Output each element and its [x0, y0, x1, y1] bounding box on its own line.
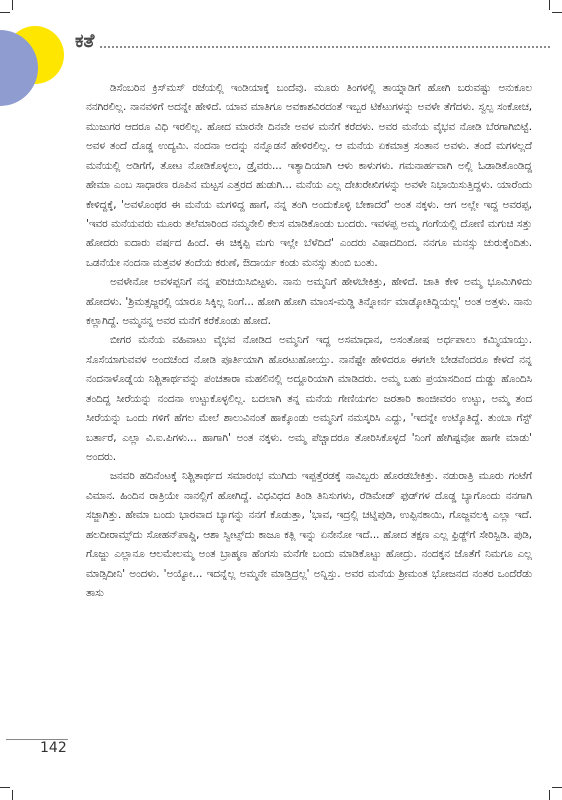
crop-mark-bottom-right-v [549, 790, 550, 800]
crop-mark-top-left-v [12, 0, 13, 10]
crop-mark-top-right-v [549, 0, 550, 10]
paragraph: ಜನವರಿ ಹದಿನೆಂಟಕ್ಕೆ ನಿಶ್ಚಿತಾರ್ಥದ ಸಮಾರಂಭ ಮುಗಿದು ಇಪ್ಪತ್ತೆರಡಕ್ಕೆ ನಾವಿಬ್ಬರು ಹೊರಡಬೇಕಿತ್ತು. ನಡುರಾತ್ರಿ ಮೂರು ಗಂಟೆಗೆ ವಿಮಾನ. ಹಿಂದಿನ ರಾತ್ರಿಯೇ ನಾನಲ್ಲಿಗೆ ಹೋಗಿದ್ದೆ. ವಿಧವಿಧದ ತಿಂಡಿ ತಿನಿಸುಗಳು, ರೆಡಿಮೇಡ್ ಫುಡ್‌ಗಳ ದೊಡ್ಡ ಬ್ಯಾಗೊಂದು ನನಗಾಗಿ ಸಜ್ಜಾಗಿತ್ತು. ಹೇಮಾ ಬಂದು ಭಾರವಾದ ಬ್ಯಾಗನ್ನು ನನಗೆ ಕೊಡುತ್ತಾ, 'ಭಾವ, ಇದ್ರಲ್ಲಿ ಚಟ್ನಿಪುಡಿ, ಉಪ್ಪಿನಕಾಯಿ, ಗೊಜ್ಜವಲಕ್ಕಿ ಎಲ್ಲಾ ಇದೆ. ಹಲದೀರಾಮ್ಸ್‌ದು ಸೋಹನ್‌ಪಾಪ್ಡಿ, ಆಶಾ ಸ್ವೀಟ್ಸ್‌ದು ಕಾಜೂ ಕತ್ಲಿ ಇನ್ನು ಏನೇನೋ ಇದೆ... ಹೋದ ತಕ್ಷಣ ಎಲ್ಲ ಫ್ರಿಡ್ಜ್‌ಗೆ ಸೇರಿಸ್ಬಿಡಿ. ಪುಡಿ, ಗೊಜ್ಜು ಎಲ್ಲಾನೂ ಆಲಮೇಲಮ್ಮ ಅಂತ ಬ್ರಾಹ್ಮಣ ಹೆಂಗಸು ಮನೆಗೇ ಬಂದು ಮಾಡಿಕೊಟ್ಟು ಹೋದ್ರು. ನಂದಕ್ಕನ ಜೊತೆಗೆ ನಿಮಗೂ ಎಲ್ಲ ಮಾಡ್ಸಿದೀನಿ' ಅಂದಳು. 'ಅಯ್ಯೋ... ಇದನ್ನೆಲ್ಲ ಅಮ್ಮನೇ ಮಾಡ್ತಿದ್ರಲ್ಲ' ಅನ್ನಿಸ್ತು. ಅವರ ಮನೆಯ ಶ್ರೀಮಂತ ಭೋಜನದ ನಂತರ ಒಂದೆರೆಡು ತಾಸು [86, 470, 532, 599]
page-number: 142 [40, 740, 67, 756]
crop-mark-bottom-right-h [552, 787, 562, 788]
header-dotted-rule [100, 46, 550, 48]
crop-mark-top-right-h [552, 12, 562, 13]
crop-mark-bottom-left-h [0, 787, 10, 788]
paragraph: ಅವಳೇನೋ ಅವಳಪ್ಪನಿಗೆ ನನ್ನ ಪರಿಚಯಿಸಿಬಿಟ್ಟಳು. ನಾನು ಅಮ್ಮನಿಗೆ ಹೇಳಬೇಕಿತ್ತು, ಹೇಳಿದೆ. ಜಾತಿ ಕೇಳಿ ಅಮ್ಮ ಭೂಮಿಗಿಳಿದು ಹೋದಳು. 'ಶ್ರಿಮತ್ಸಜ್ಜರಲ್ಲಿ ಯಾರೂ ಸಿಕ್ಕಿಲ್ಲ ನಿಂಗೆ... ಹೋಗಿ ಹೋಗಿ ಮಾಂಸ-ಮಡ್ಡಿ ತಿನ್ನೋರ್ನ ಮಾಡ್ಕೋತಿದ್ದಿಯಲ್ಲ' ಅಂತ ಅತ್ತಳು. ನಾನು ಕಲ್ಲಾಗಿದ್ದೆ. ಅಮ್ಮನನ್ನ ಅವರ ಮನೆಗೆ ಕರೆಕೊಂಡು ಹೋದೆ. [86, 276, 532, 328]
section-title: ಕತೆ [75, 30, 95, 52]
story-body [86, 79, 532, 603]
crop-mark-top-left-h [0, 12, 10, 13]
paragraph: ಡಿಸೆಂಬರಿನ ಕ್ರಿಸ್‌ಮಸ್ ರಜೆಯಲ್ಲಿ ಇಂಡಿಯಾಕ್ಕೆ ಬಂದೆವು. ಮೂರು ತಿಂಗಳಲ್ಲಿ ತಾಯ್ನಾಡಿಗೆ ಹೋಗಿ ಬರುವಷ್ಟು ಅನುಕೂಲ ನನಗಿರಲಿಲ್ಲ. ನಾನವಳಿಗೆ ಅದನ್ನೇ ಹೇಳಿದೆ. ಯಾವ ಮಾತಿಗೂ ಅವಕಾಶವಿರದಂತೆ ಇಬ್ಬರ ಟಿಕೆಟುಗಳನ್ನು ಅವಳೇ ತೆಗೆದಳು. ಸ್ವಲ್ಪ ಸಂಕೋಚ, ಮುಜುಗರ ಆದರೂ ವಿಧಿ ಇರಲಿಲ್ಲ. ಹೋದ ಮಾರನೇ ದಿನವೇ ಅವಳ ಮನೆಗೆ ಕರೆದಳು. ಅವರ ಮನೆಯ ವೈಭವ ನೋಡಿ ಬೆರಗಾಗಿಬಿಟ್ಟೆ. ಅವಳ ತಂದೆ ದೊಡ್ಡ ಉದ್ಯಮಿ. ನಂದನಾ ಅದನ್ನು ನನ್ನೊಡನೆ ಹೇಳಿರಲಿಲ್ಲ. ಆ ಮನೆಯ ಏಕಮಾತ್ರ ಸಂತಾನ ಅವಳು. ತಂದೆ ಮಗಳಲ್ಲದೆ ಮನೆಯಲ್ಲಿ ಅಡಿಗೆಗೆ, ತೋಟ ನೋಡಿಕೊಳ್ಳಲು, ಡ್ರೈವರು... ಇತ್ಯಾದಿಯಾಗಿ ಆಳು ಕಾಳುಗಳು. ಗಮನಾರ್ಹವಾಗಿ ಅಲ್ಲಿ ಓಡಾಡಿಕೊಂಡಿದ್ದ ಹೇಮಾ ಎಂಬ ಸಾಧಾರಣ ರೂಪಿನ ಮಟ್ಟಸ ಎತ್ತರದ ಹುಡುಗಿ... ಮನೆಯ ಎಲ್ಲ ದೇಖರೇಖಿಗಳನ್ನು ಅವಳೇ ನಿಭಾಯಿಸುತ್ತಿದ್ದಳು. ಯಾರೆಂದು ಕೇಳಿದ್ದಕ್ಕೆ, 'ಅವಳೊಂಥರ ಈ ಮನೆಯ ಮಗಳಿದ್ದ ಹಾಗೆ, ನನ್ನ ತಂಗಿ ಅಂದುಕೊಳ್ಳಿ ಬೇಕಾದರೆ' ಅಂತ ನಕ್ಕಳು. ಆಗ ಅಲ್ಲೇ ಇದ್ದ ಅವರಪ್ಪ, 'ಇವರ ಮನೆಯವರು ಮೂರು ತಲೆಮಾರಿಂದ ನಮ್ಮನೇಲಿ ಕೆಲಸ ಮಾಡಿಕೊಂಡು ಬಂದರು. ಇವಳಪ್ಪ ಅಮ್ಮ ಗಂಗೆಯಲ್ಲಿ ದೋಣಿ ಮಗುಚಿ ಸತ್ತು ಹೋದರು ಐದಾರು ವರ್ಷದ ಹಿಂದೆ. ಈ ಚಿಕ್ಕಪ್ಪಿ ಮಗು ಇಲ್ಲೇ ಬೆಳೆದಿದೆ' ಎಂದರು ವಿಷಾದದಿಂದ. ನನಗೂ ಮನಸ್ಸು ಚುರುಕ್ಕೆಂದಿತು. ಒಡನೆಯೇ ನಂದನಾ ಮತ್ತವಳ ತಂದೆಯ ಕರುಣೆ, ಔದಾರ್ಯ ಕಂಡು ಮನಸ್ಸು ತುಂಬಿ ಬಂತು. [86, 82, 532, 269]
crop-mark-bottom-left-v [12, 790, 13, 800]
paragraph: ಬೀಗರ ಮನೆಯ ವಹಿವಾಟು ವೈಭವ ನೋಡಿದ ಅಮ್ಮನಿಗೆ ಇದ್ದ ಅಸಮಾಧಾನ, ಅಸಂತೋಷ ಅರ್ಧಪಾಲು ಕಮ್ಮಿಯಾಯ್ತು. ಸೊಸೆಯಾಗುವವಳ ಅಂದಚೆಂದ ನೋಡಿ ಪೂರ್ತಿಯಾಗಿ ಹೊರಟುಹೋಯ್ತು. ನಾನೆಷ್ಟೇ ಹೇಳಿದರೂ ಈಗಲೇ ಬೇಡವೆಂದರೂ ಕೇಳದೆ ನನ್ನ ನಂದನಾಳೊಡ್ನೆಯ ನಿಶ್ಚಿತಾರ್ಥವನ್ನು ಪಂಚತಾರಾ ಮಹಲಿನಲ್ಲಿ ಅದ್ದೂರಿಯಾಗಿ ಮಾಡಿದರು. ಅಮ್ಮ ಬಹು ಪ್ರಯಾಸದಿಂದ ದುಡ್ಡು ಹೊಂದಿಸಿ ತಂದಿದ್ದ ಸೀರೆಯನ್ನು ನಂದನಾ ಉಟ್ಟುಕೊಳ್ಳಲಿಲ್ಲ. ಬದಲಾಗಿ ತನ್ನ ಮನೆಯ ಗೇಣಿಯಗಲ ಜರತಾರಿ ಕಾಂಜೀವರಂ ಉಟ್ಟು, ಅಮ್ಮ ತಂದ ಸೀರೆಯನ್ನು ಒಂದು ಗಳಿಗೆ ಹೆಗಲ ಮೇಲೆ ಶಾಲುವಿನಂತೆ ಹಾಕ್ಕೊಂಡು ಅಮ್ಮನಿಗೆ ನಮಸ್ಕರಿಸಿ ಎದ್ದು, 'ಇದನ್ನೇ ಉಟ್ಕೊತಿದ್ದೆ. ತುಂಬಾ ಗೆಸ್ಟ್ ಬರ್ತಾರೆ, ಎಲ್ಲಾ ವಿ.ಐ.ಪಿಗಳು... ಹಾಗಾಗಿ' ಅಂತ ನಕ್ಕಳು. ಅಮ್ಮ ಪೆಚ್ಚಾದರೂ ತೋರಿಸಿಕೊಳ್ಳದೆ 'ನಿಂಗೆ ಹೇಗಿಷ್ಟವೋ ಹಾಗೇ ಮಾಡು' ಅಂದರು. [86, 334, 532, 464]
